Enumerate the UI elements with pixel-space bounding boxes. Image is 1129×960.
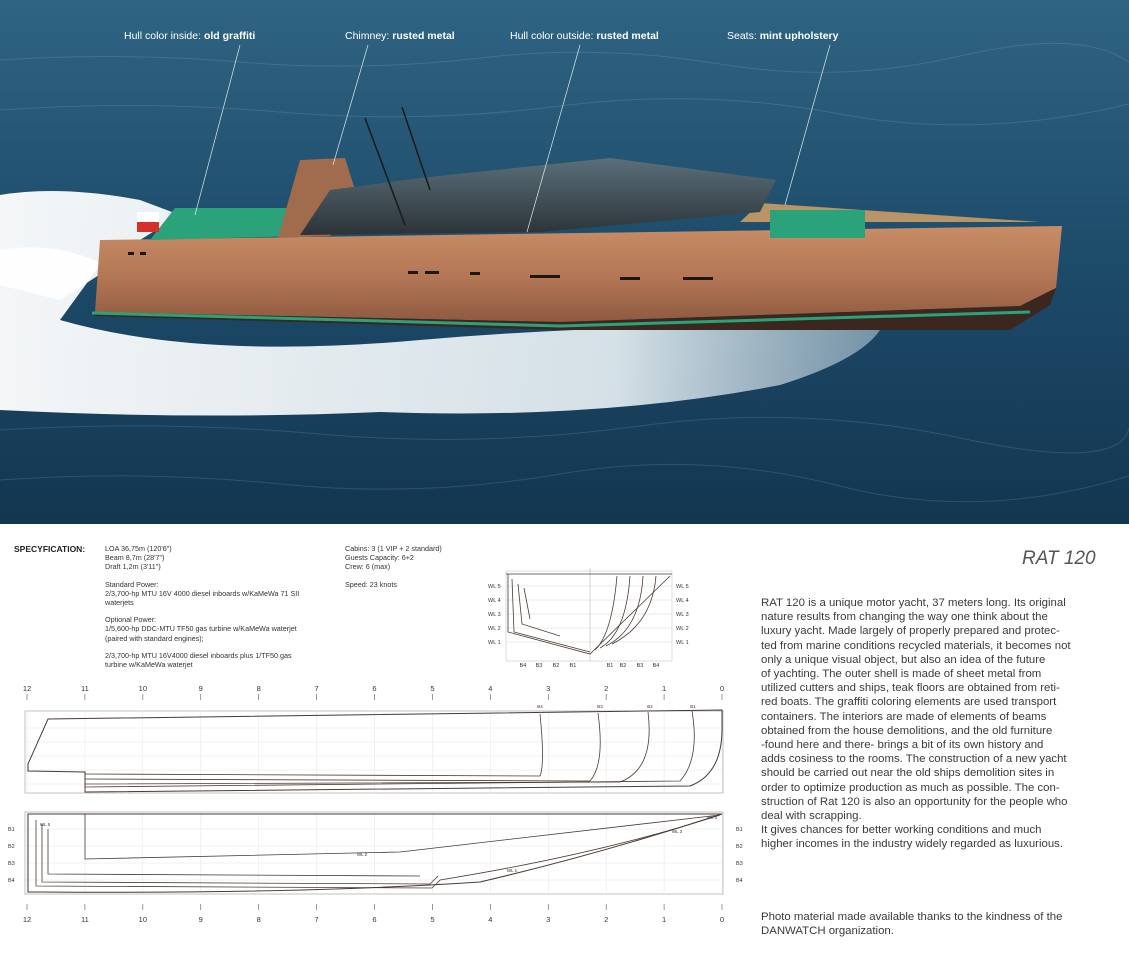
spec-draft: Draft 1,2m (3'11")	[105, 562, 161, 572]
waterline-label-right: WL 1	[676, 640, 689, 646]
body-plan-buttock-label: B2	[552, 663, 560, 669]
waterline-label-left: WL 4	[488, 598, 501, 604]
spec-optional-power-line: turbine w/KaMeWa waterjet	[105, 660, 193, 670]
buttock-label-left: B2	[8, 844, 15, 850]
station-label-bottom: 11	[81, 915, 89, 924]
description: RAT 120 is a unique motor yacht, 37 meters long. Its original nature results from changing the way one think about the luxury yacht. Made largely of properly prepared and protec- ted from marine conditions recycled materials, it becomes not only a unique visual object, but also an idea of the future of yachting. The outer shell is made of sheet metal from utilized cutters and ships, teak floors are obtained from reti- red boats. The graffiti coloring elements are used transport containers. The interiors are made of elements of beams obtained from the house demolitions, and the old furniture -found here and there- brings a bit of its own history and adds cosiness to the rooms. The construction of a new yacht should be carried out near the old ships demolition sites in order to optimize production as much as possible. The con- struction of Rat 120 is also an opportunity for the people who deal with scrapping. It gives chances for better working conditions and much higher incomes in the industry widely regarded as luxurious.	[761, 597, 1071, 851]
spec-beam: Beam 8,7m (28'7")	[105, 553, 165, 563]
hull	[95, 226, 1062, 322]
spec-loa: LOA 36,75m (120'6")	[105, 544, 172, 553]
spec-optional-power-title: Optional Power:	[105, 615, 157, 625]
spec-standard-power-line: 2/3,700-hp MTU 16V 4000 diesel inboards w/KaMeWa 71 SII	[105, 588, 300, 598]
body-plan-buttock-label: B3	[636, 663, 644, 669]
callout-hull-inside: Hull color inside: old graffiti	[124, 30, 256, 42]
station-label-bottom: 4	[488, 915, 493, 924]
waterline-label-left: WL 2	[488, 626, 501, 632]
buttock-label-right: B4	[736, 878, 743, 884]
buttock-label-left: B1	[8, 827, 15, 833]
body-plan-buttock-label: B4	[519, 663, 527, 669]
waterline-label-right: WL 2	[676, 626, 689, 632]
station-label-bottom: 0	[719, 915, 725, 924]
plan-waterline-tag: WL 5	[39, 822, 51, 827]
station-label-bottom: 5	[430, 915, 435, 924]
photo-credit: Photo material made available thanks to the kindness of the DANWATCH organization.	[761, 911, 1063, 938]
buttock-label-left: B4	[8, 878, 15, 884]
body-plan-buttock-label: B1	[569, 663, 577, 669]
callout-chimney: Chimney: rusted metal	[345, 30, 455, 42]
station-label-bottom: 8	[256, 915, 261, 924]
station-label-top: 9	[198, 684, 203, 693]
station-label-bottom: 1	[661, 915, 667, 924]
spec-crew: Crew: 6 (max)	[345, 562, 391, 572]
spec-standard-power-line: waterjets	[105, 598, 134, 608]
profile-buttock-tag: B2	[647, 704, 653, 709]
plan-waterline-tag: WL 2	[356, 852, 368, 857]
plan-waterline-tag: WL 3	[671, 829, 683, 834]
spec-optional-power-line: 2/3,700-hp MTU 16V4000 diesel inboards plus 1/TF50 gas	[105, 650, 292, 660]
station-label-bottom: 6	[372, 915, 377, 924]
buttock-label-right: B1	[736, 827, 743, 833]
station-label-top: 10	[138, 684, 148, 693]
flag	[137, 212, 159, 222]
callout-seats: Seats: mint upholstery	[727, 30, 839, 42]
plan-waterline-tag: WL 1	[506, 868, 518, 873]
waterline-label-left: WL 3	[488, 612, 501, 618]
body-plan-buttock-label: B4	[652, 663, 660, 669]
model-title: RAT 120	[1022, 548, 1096, 569]
waterline-label-left: WL 5	[488, 584, 501, 590]
spec-optional-power-line: 1/5,600-hp DDC-MTU TF50 gas turbine w/KaMeWa waterjet	[105, 624, 297, 634]
buttock-label-right: B2	[736, 844, 743, 850]
body-plan	[506, 568, 672, 661]
spec-guests: Guests Capacity: 6+2	[345, 553, 414, 563]
lines-plan-drawing	[0, 524, 745, 960]
station-label-bottom: 9	[198, 915, 203, 924]
station-label-bottom: 7	[314, 915, 319, 924]
profile-view	[25, 710, 723, 793]
station-label-bottom: 3	[546, 915, 551, 924]
station-label-bottom: 10	[138, 915, 148, 924]
station-label-top: 1	[661, 684, 667, 693]
station-label-bottom: 2	[604, 915, 609, 924]
waterline-label-right: WL 3	[676, 612, 689, 618]
station-label-top: 7	[314, 684, 319, 693]
station-label-top: 3	[546, 684, 551, 693]
station-label-top: 11	[81, 684, 89, 693]
station-label-top: 12	[22, 684, 32, 693]
plan-waterline-tag: WL 4	[706, 815, 718, 820]
waterline-label-right: WL 4	[676, 598, 689, 604]
spec-optional-power-line: (paired with standard engines);	[105, 633, 204, 643]
waterline-label-right: WL 5	[676, 584, 689, 590]
waterline-label-left: WL 1	[488, 640, 501, 646]
body-plan-buttock-label: B1	[606, 663, 614, 669]
station-label-top: 2	[604, 684, 609, 693]
body-plan-buttock-label: B3	[535, 663, 543, 669]
spec-sheet	[0, 524, 1129, 960]
station-label-bottom: 12	[22, 915, 32, 924]
plan-view	[25, 812, 723, 894]
buttock-label-right: B3	[736, 861, 743, 867]
profile-buttock-tag: B3	[597, 704, 603, 709]
spec-speed: Speed: 23 knots	[345, 579, 397, 589]
station-label-top: 5	[430, 684, 435, 693]
profile-buttock-tag: B1	[690, 704, 696, 709]
spec-heading: SPECYFICATION:	[14, 544, 86, 554]
profile-buttock-tag: B4	[537, 704, 543, 709]
body-plan-buttock-label: B2	[619, 663, 627, 669]
station-label-top: 4	[488, 684, 493, 693]
station-label-top: 8	[256, 684, 261, 693]
callout-hull-outside: Hull color outside: rusted metal	[510, 30, 659, 42]
station-label-top: 6	[372, 684, 377, 693]
spec-cabins: Cabins: 3 (1 VIP + 2 standard)	[345, 544, 442, 553]
buttock-label-left: B3	[8, 861, 15, 867]
station-label-top: 0	[719, 684, 725, 693]
spec-standard-power-title: Standard Power:	[105, 579, 159, 589]
deck-interior	[150, 208, 300, 240]
